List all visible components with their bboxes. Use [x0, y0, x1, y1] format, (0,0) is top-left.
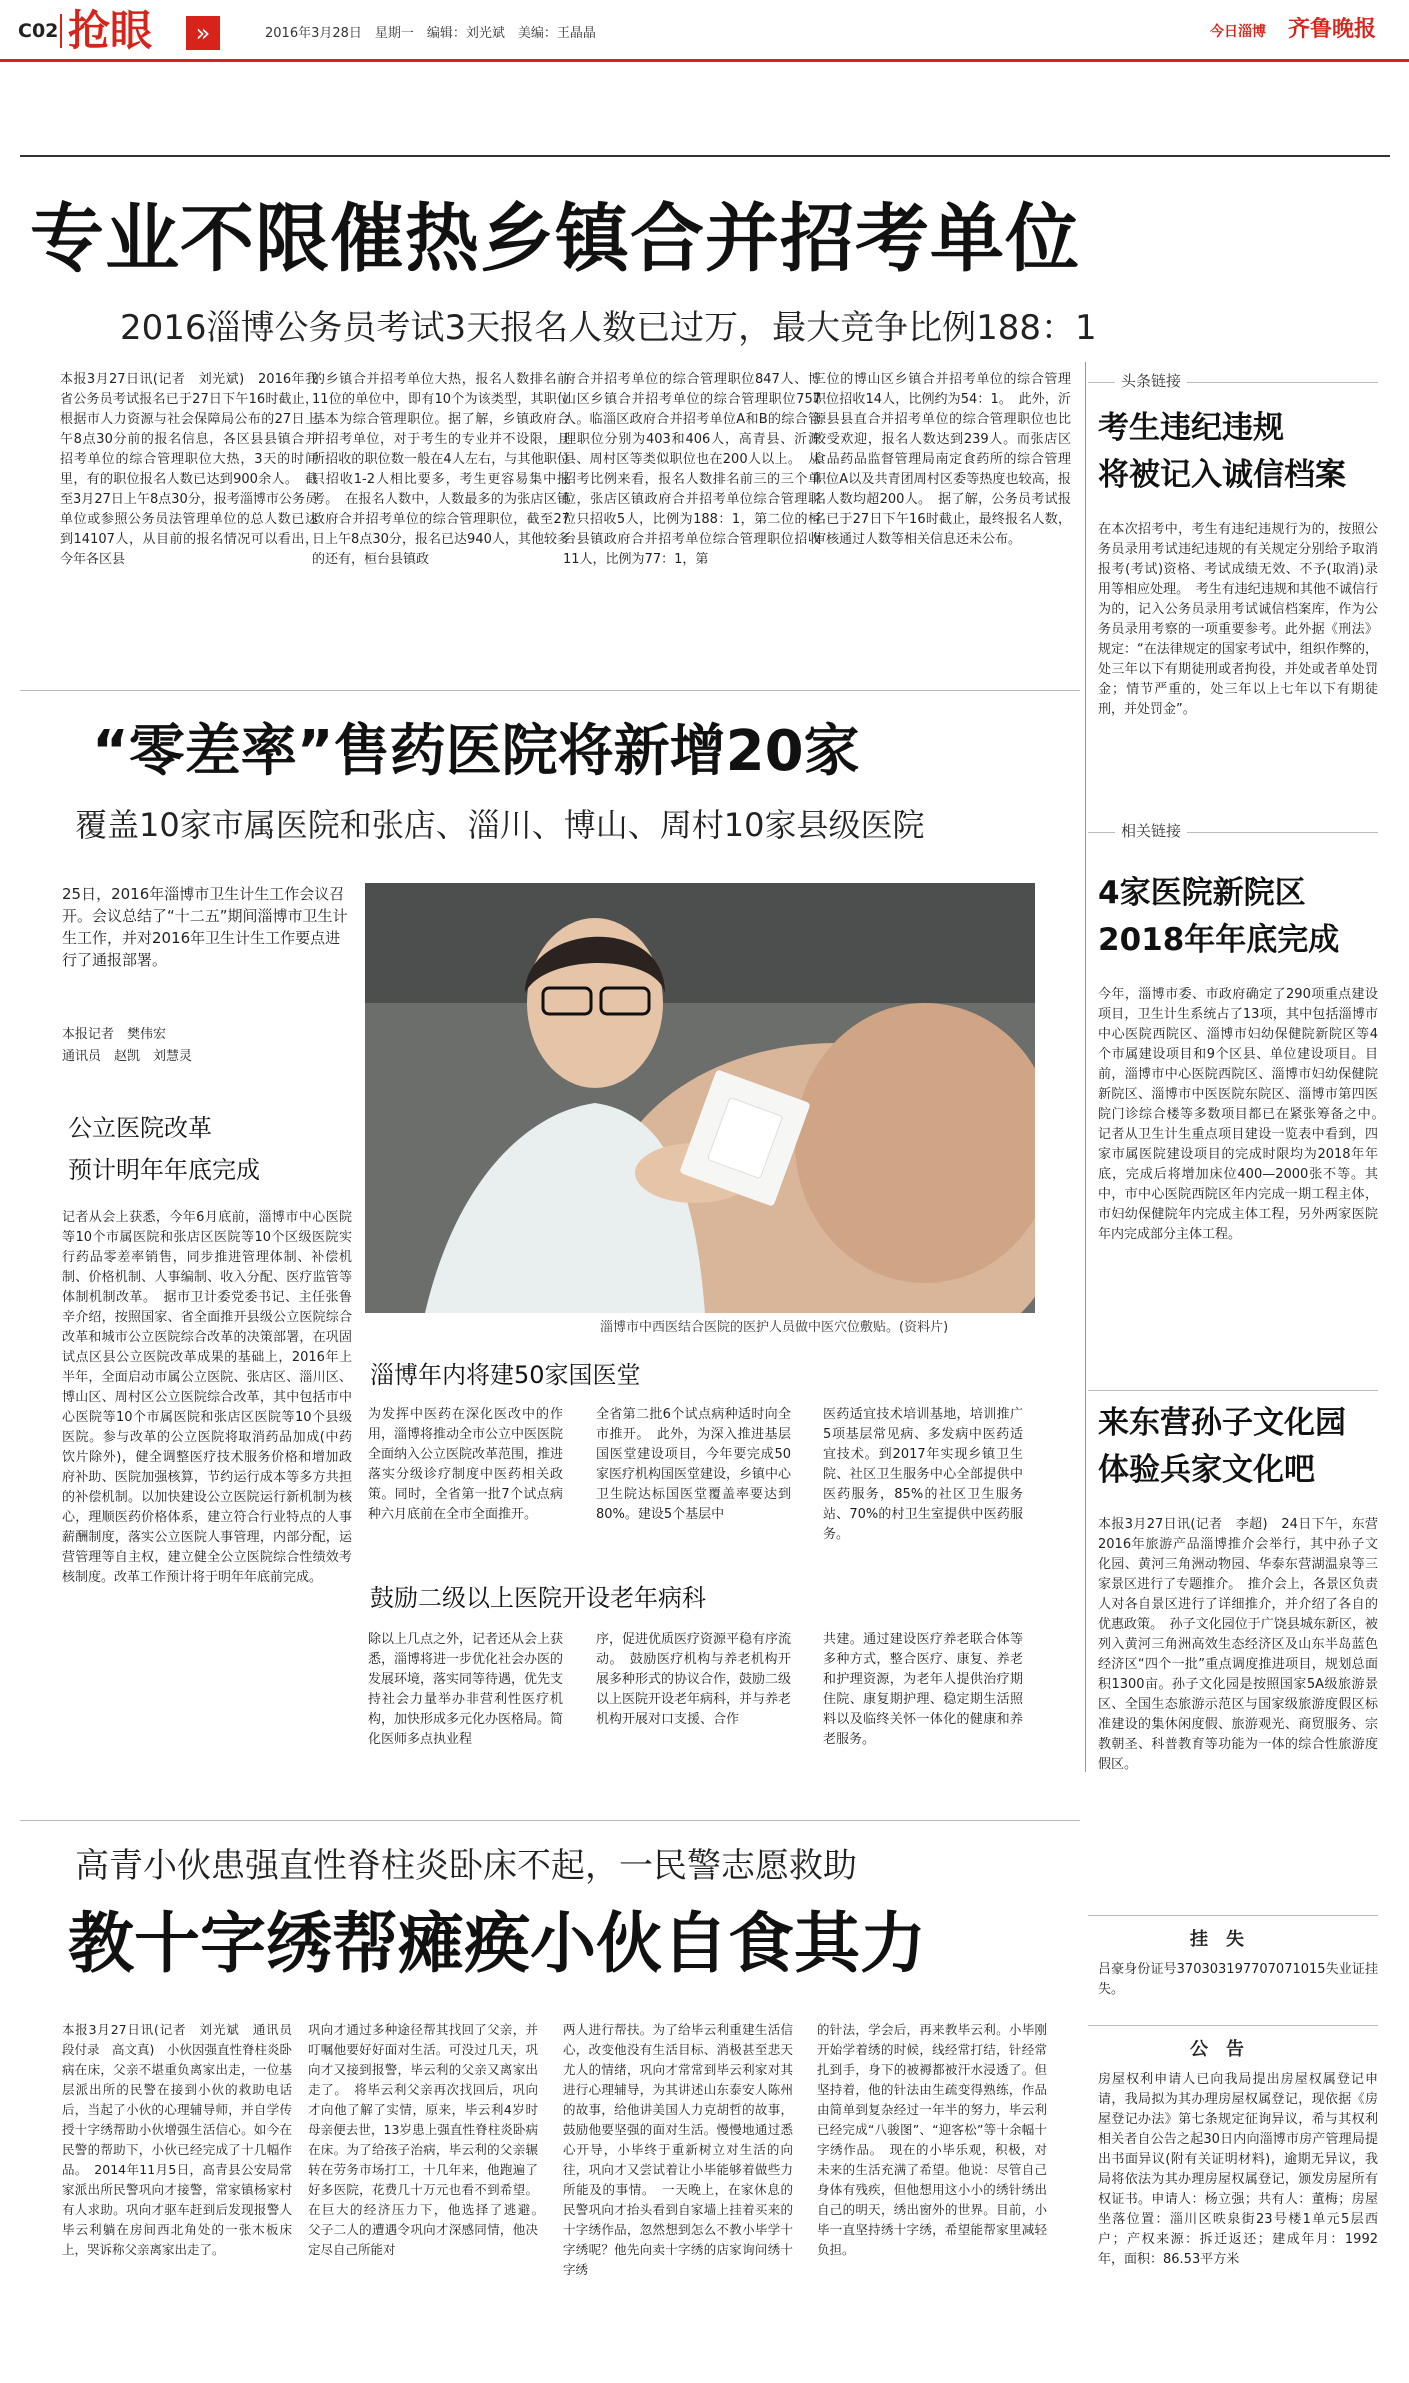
side1-body: 在本次招考中，考生有违纪违规行为的，按照公务员录用考试违纪违规的有关规定分别给予取消报考(考试)资格、考试成绩无效、不予(取消)录用等相应处理。 考生有违纪违规和其他不诚信行为的，记入公务员录用考试诚信档案库，作为公务员录用考察的一项重要参考。此外据《刑法》规定：“在法律规定的国家考试中，组织作弊的，处三年以下有期徒刑或者拘役，并处或者单处罚金；情节严重的，处三年以上七年以下有期徒刑，并处罚金”。	[1098, 522, 1378, 717]
brand-name: 齐鲁晚报	[1288, 16, 1377, 42]
a2-sub3-title: 鼓励二级以上医院开设老年病科	[370, 1584, 706, 1612]
column-rule	[1085, 362, 1086, 1772]
a2-sub1-title-1: 公立医院改革	[68, 1114, 212, 1142]
page-number: C02	[18, 20, 59, 42]
section-title: 抢眼	[68, 6, 153, 55]
a2-sub2-col-2: 全省第二批6个试点病种适时向全市推开。 此外，为深入推进基层国医堂建设项目，今年要完成50家医疗机构国医堂建设，乡镇中心卫生院达标国医堂覆盖率要达到80%。建设5个基层中	[596, 1407, 792, 1522]
photo-nurse-acupoint	[365, 883, 1035, 1313]
masthead-brand	[1210, 12, 1376, 43]
rule	[20, 690, 1080, 691]
subheadline-2: 覆盖10家市属医院和张店、淄川、博山、周村10家县级医院	[75, 806, 925, 844]
side1-title-2: 将被记入诚信档案	[1098, 457, 1346, 493]
a3-col-4: 的针法，学会后，再来教毕云利。小毕刚开始学着绣的时候，线经常打结，针经常扎到手，身下的被褥都被汗水浸透了。但坚持着，他的针法由生疏变得熟练，作品由简单到复杂经过一年半的努力，毕云利已经完成“八骏图”、“迎客松”等十余幅十字绣作品。 现在的小毕乐观，积极，对未来的生活充满了希望。他说：尽管自己身体有残疾，但他想用这小小的绣针绣出自己的明天，绣出窗外的世界。目前，小毕一直坚持绣十字绣，希望能帮家里减轻负担。	[817, 2022, 1047, 2257]
header-divider	[60, 14, 62, 48]
a2-byline-2: 通讯员 赵凯 刘慧灵	[62, 1049, 193, 1064]
a2-sub3-col-3: 共建。通过建设医疗养老联合体等多种方式，整合医疗、康复、养老和护理资源，为老年人提供治疗期住院、康复期护理、稳定期生活照料以及临终关怀一体化的健康和养老服务。	[823, 1632, 1023, 1747]
photo-caption: 淄博市中西医结合医院的医护人员做中医穴位敷贴。(资料片)	[600, 1320, 949, 1335]
a2-sub3-col-2: 序，促进优质医疗资源平稳有序流动。 鼓励医疗机构与养老机构开展多种形式的协议合作，鼓励二级以上医院开设老年病科，并与养老机构开展对口支援、合作	[596, 1632, 792, 1727]
section-arrow-icon: »	[186, 16, 220, 50]
lost-title: 挂 失	[1190, 1929, 1244, 1950]
a2-sub3-col-1: 除以上几点之外，记者还从会上获悉，淄博将进一步优化社会办医的发展环境，落实同等待遇，优先支持社会力量举办非营利性医疗机构，加快形成多元化办医格局。简化医师多点执业程	[368, 1632, 564, 1747]
side3-body: 本报3月27日讯(记者 李超) 24日下午，东营2016年旅游产品淄博推介会举行，其中孙子文化园、黄河三角洲动物园、华泰东营湖温泉等三家景区进行了专题推介。 推介会上，各景区负责人对各自景区进行了详细推介，并介绍了各自的优惠政策。 孙子文化园位于广饶县城东新区，被列入黄河三角洲高效生态经济区及山东半岛蓝色经济区“四个一批”重点调度推进项目，规划总面积1300亩。孙子文化园是按照国家5A级旅游景区、全国生态旅游示范区与国家级旅游度假区标准建设的集休闲度假、旅游观光、商贸服务、宗教朝圣、科普教育等功能为一体的综合性旅游度假区。	[1098, 1517, 1378, 1772]
notice-body: 房屋权利申请人已向我局提出房屋权属登记申请，我局拟为其办理房屋权属登记，现依据《房屋登记办法》第七条规定征询异议，希与其权利相关者自公告之起30日内向淄博市房产管理局提出书面异议(附有关证明材料)，逾期无异议，我局将依法为其办理房屋权属登记，颁发房屋所有权证书。申请人：杨立强；共有人：董梅；房屋坐落位置：淄川区昳泉街23号楼1单元5层西户；产权来源：拆迁返还；建成年月：1992年，面积：86.53平方米	[1098, 2072, 1378, 2267]
a1-col-4: 三位的博山区乡镇合并招考单位的综合管理职位招收14人，比例约为54：1。 此外，沂源县县直合并招考单位的综合管理职位也比较受欢迎，报名人数达到239人。而张店区食品药品监督管理局南定食药所的综合管理职位A以及共青团周村区委等热度也较高，报名人数均超200人。 据了解，公务员考试报名已于27日下午16时截止，最终报名人数，审核通过人数等相关信息还未公布。	[813, 372, 1071, 547]
a1-col-3: 府合并招考单位的综合管理职位847人、博山区乡镇合并招考单位的综合管理职位757人。临淄区政府合并招考单位A和B的综合管理职位分别为403和406人，高青县、沂源县、周村区等类似职位也在200人以上。 从招考比例来看，报名人数排名前三的三个单位，张店区镇政府合并招考单位综合管理职位只招收5人，比例为188：1，第二位的桓台县镇政府合并招考单位综合管理职位招收11人，比例为77：1，第	[563, 372, 821, 567]
brand-small: 今日淄博	[1210, 24, 1266, 40]
headline-3: 教十字绣帮瘫痪小伙自食其力	[68, 1905, 926, 1982]
headline-2: “零差率”售药医院将新增20家	[92, 719, 860, 784]
a2-sub2-col-3: 医药适宜技术培训基地，培训推广5项基层常见病、多发病中医药适宜技术。到2017年实现乡镇卫生院、社区卫生服务中心全部提供中医药服务，85%的社区卫生服务站、70%的村卫生室提供中医药服务。	[823, 1407, 1023, 1542]
side1-label: 头条链接	[1115, 370, 1187, 391]
a1-col-2: 的乡镇合并招考单位大热，报名人数排名前11位的单位中，即有10个为该类型，其职位基本为综合管理职位。据了解，乡镇政府合并招考单位，对于考生的专业并不设限，且所招收的职位数一般在4人左右，与其他职位只招收1-2人相比要多，考生更容易集中报考。 在报名人数中，人数最多的为张店区镇政府合并招考单位的综合管理职位，截至27日上午8点30分，报名已达940人，其他较多的还有，桓台县镇政	[312, 372, 570, 567]
a2-sub1-body: 记者从会上获悉，今年6月底前，淄博市中心医院等10个市属医院和张店区医院等10个区级医院实行药品零差率销售，同步推进管理体制、补偿机制、价格机制、人事编制、收入分配、医疗监管等体制机制改革。 据市卫计委党委书记、主任张鲁辛介绍，按照国家、省全面推开县级公立医院综合改革和城市公立医院综合改革的决策部署，在巩固试点区县公立医院改革成果的基础上，2016年上半年，全面启动市属公立医院、张店区、淄川区、博山区、周村区公立医院综合改革，其中包括市中心医院等10个市属医院和张店区医院等10个县级医院。参与改革的公立医院将取消药品加成(中药饮片除外)，健全调整医疗技术服务价格和增加政府补助、医院加强核算，节约运行成本等多方共担的补偿机制。以加快建设公立医院运行新机制为核心，理顺医药价格体系，建立符合行业特点的人事薪酬制度，落实公立医院人事管理，内部分配，运营管理等自主权，建立健全公立医院综合性绩效考核制度。改革工作预计将于明年年底前完成。	[62, 1210, 352, 1585]
a2-byline-1: 本报记者 樊伟宏	[62, 1027, 167, 1042]
rule	[1088, 1390, 1378, 1391]
a2-sub1-title-2: 预计明年年底完成	[68, 1156, 260, 1184]
a2-sub2-col-1: 为发挥中医药在深化医改中的作用，淄博将推动全市公立中医医院全面纳入公立医院改革范围，推进落实分级诊疗制度中医药相关政策。同时，全省第一批7个试点病种六月底前在全市全面推开。	[368, 1407, 564, 1522]
headline-1: 专业不限催热乡镇合并招考单位	[30, 196, 1080, 282]
a3-col-2: 巩向才通过多种途径帮其找回了父亲，并叮嘱他要好好面对生活。可没过几天，巩向才又接到报警，毕云利的父亲又离家出走了。 将毕云利父亲再次找回后，巩向才向他了解了实情，原来，毕云利4岁时母亲便去世，13岁患上强直性脊柱炎卧病在床。为了给孩子治病，毕云利的父亲辗转在劳务市场打工，十几年来，他跑遍了好多医院，花费几十万元也看不到希望。在巨大的经济压力下，他选择了逃避。 父子二人的遭遇令巩向才深感同情，他决定尽自己所能对	[308, 2022, 551, 2257]
a1-col-1: 本报3月27日讯(记者 刘光斌) 2016年我省公务员考试报名已于27日下午16时截止，根据市人力资源与社会保障局公布的27日上午8点30分前的报名信息，各区县县镇合并招考单位的综合管理职位大热，3天的时间里，有的职位报名人数已达到900余人。 截至3月27日上午8点30分，报考淄博市公务员单位或参照公务员法管理单位的总人数已达到14107人，从目前的报名情况可以看出，今年各区县	[60, 372, 318, 567]
rule	[1088, 2025, 1378, 2026]
side1-title-1: 考生违纪违规	[1098, 410, 1284, 446]
notice-title: 公 告	[1190, 2039, 1244, 2060]
a2-lead: 25日，2016年淄博市卫生计生工作会议召开。会议总结了“十二五”期间淄博市卫生计生工作，并对2016年卫生计生工作要点进行了通报部署。	[62, 885, 348, 969]
photo-illustration	[365, 883, 1035, 1313]
side2-body: 今年，淄博市委、市政府确定了290项重点建设项目，卫生计生系统占了13项，其中包括淄博市中心医院西院区、淄博市妇幼保健院新院区等4个市属建设项目和9个区县、单位建设项目。目前，淄博市中心医院西院区、淄博市妇幼保健院新院区、淄博市中医医院东院区、淄博市第四医院门诊综合楼等多数项目都已在紧张筹备之中。 记者从卫生计生重点项目建设一览表中看到，四家市属医院建设项目的完成时限均为2018年年底，完成后将增加床位400—2000张不等。其中，市中心医院西院区年内完成一期工程主体，市妇幼保健院年内完成主体工程，另外两家医院年内完成部分主体工程。	[1098, 987, 1392, 1242]
a2-sub2-title: 淄博年内将建50家国医堂	[370, 1361, 641, 1389]
issue-meta: 2016年3月28日 星期一 编辑：刘光斌 美编：王晶晶	[265, 26, 596, 41]
subheadline-1: 2016淄博公务员考试3天报名人数已过万，最大竞争比例188：1	[120, 308, 1097, 348]
side3-title-1: 来东营孙子文化园	[1098, 1405, 1346, 1441]
side2-label: 相关链接	[1115, 820, 1187, 841]
rule	[1088, 1915, 1378, 1916]
rule	[20, 1820, 1080, 1821]
a3-col-1: 本报3月27日讯(记者 刘光斌 通讯员 段付录 高文真) 小伙因强直性脊柱炎卧病在床，父亲不堪重负离家出走，一位基层派出所的民警在接到小伙的救助电话后，当起了小伙的心理辅导师，并自学传授十字绣帮助小伙增强生活信心。如今在民警的帮助下，小伙已经完成了十几幅作品。 2014年11月5日，高青县公安局常家派出所民警巩向才接警，常家镇杨家村有人求助。巩向才驱车赶到后发现报警人毕云利躺在房间西北角处的一张木板床上，哭诉称父亲离家出走了。	[62, 2022, 305, 2257]
side2-title-2: 2018年年底完成	[1098, 922, 1340, 958]
rule	[20, 155, 1390, 157]
side2-title-1: 4家医院新院区	[1098, 875, 1306, 911]
a3-col-3: 两人进行帮扶。为了给毕云利重建生活信心，改变他没有生活目标、消极甚至悲天尤人的情绪，巩向才常常到毕云利家对其进行心理辅导，为其讲述山东泰安人陈州的故事，给他讲美国人力克胡哲的故事，鼓励他要坚强的面对生活。慢慢地通过悉心开导，小毕终于重新树立对生活的向往，巩向才又尝试着让小毕能够着做些力所能及的事情。 一天晚上，在家休息的民警巩向才抬头看到自家墙上挂着买来的十字绣作品，忽然想到怎么不教小毕学十字绣呢？他先向卖十字绣的店家询问绣十字绣	[563, 2022, 793, 2277]
side3-title-2: 体验兵家文化吧	[1098, 1452, 1315, 1488]
subheadline-3: 高青小伙患强直性脊柱炎卧床不起，一民警志愿救助	[75, 1846, 857, 1886]
lost-body: 吕豪身份证号370303197707071015失业证挂失。	[1098, 1962, 1378, 1997]
